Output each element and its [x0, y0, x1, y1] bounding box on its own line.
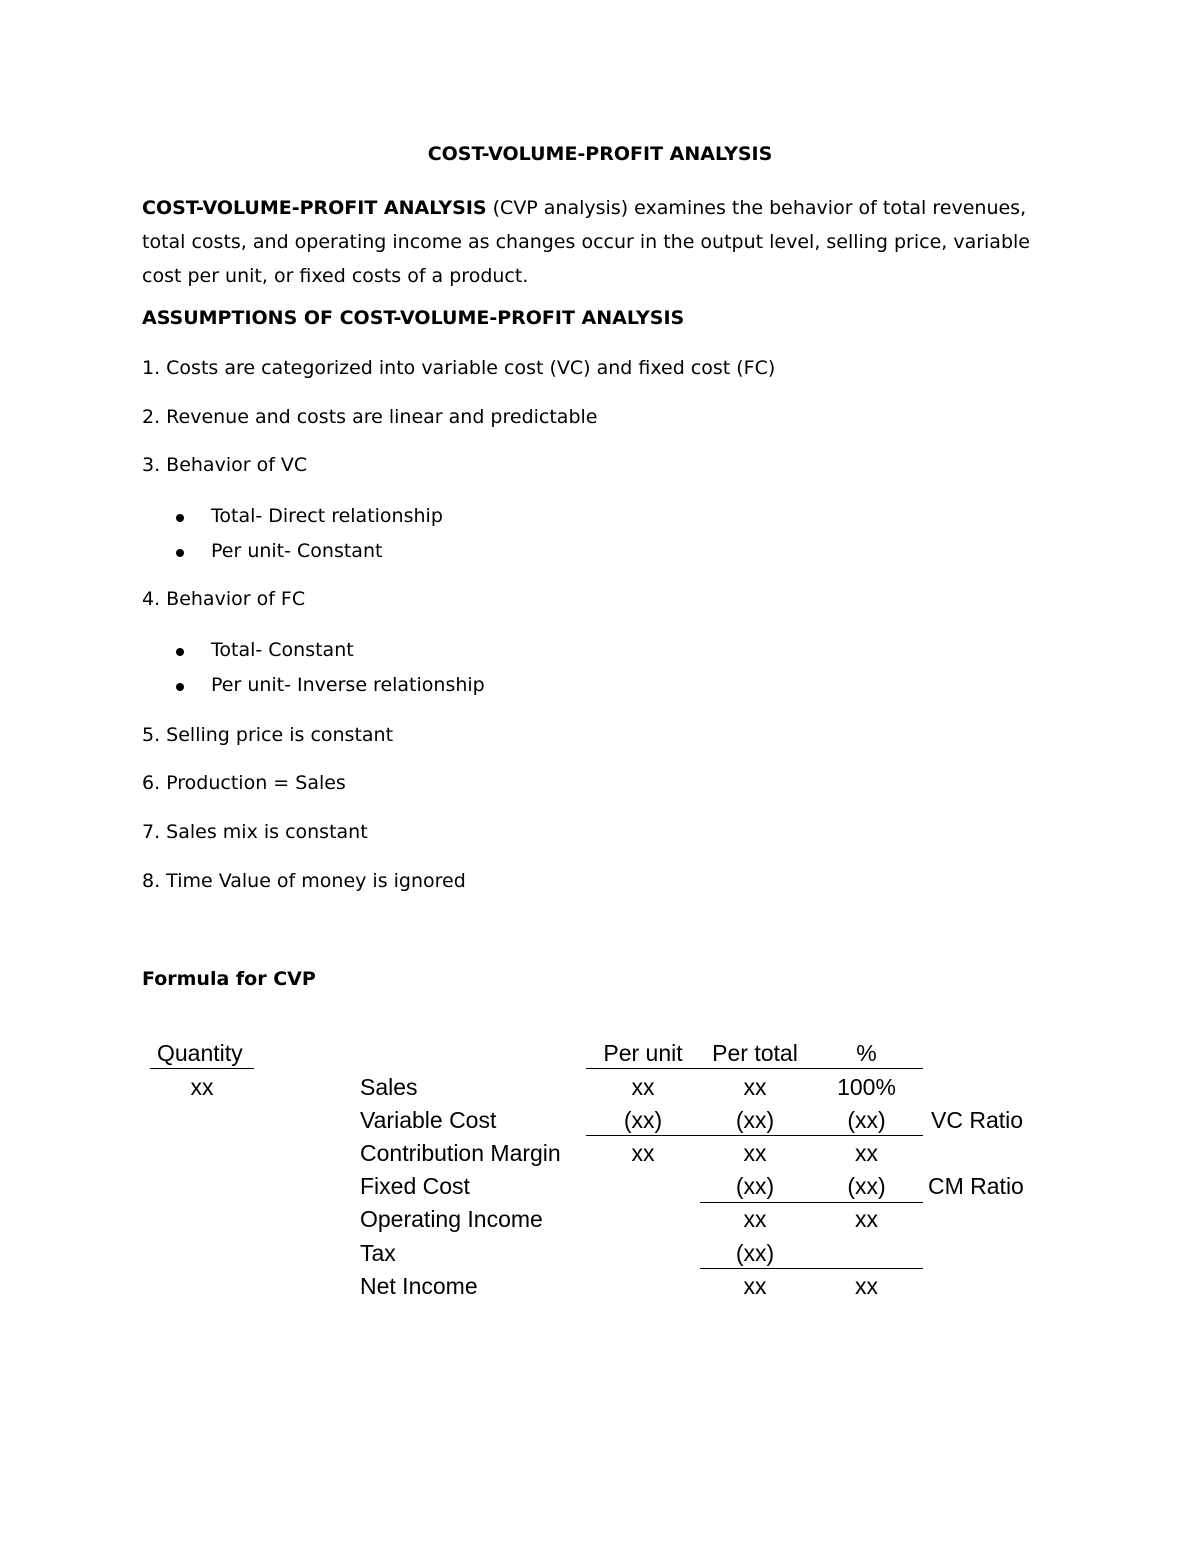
cm-ratio-note: CM Ratio [928, 1173, 1024, 1199]
cell-sales-total: xx [743, 1074, 767, 1100]
fc-bullet-total: Total- Constant [211, 639, 354, 661]
header-underline [586, 1068, 923, 1069]
cell-cm-pct: xx [855, 1140, 878, 1166]
cell-cm-unit: xx [631, 1140, 655, 1166]
bullet-icon [176, 648, 184, 656]
bullet-icon [176, 514, 184, 522]
cell-oi-total: xx [743, 1206, 767, 1232]
formula-heading: Formula for CVP [142, 968, 316, 990]
row-label-variable-cost: Variable Cost [360, 1107, 497, 1133]
fc-underline [700, 1202, 923, 1203]
vc-bullet-per-unit: Per unit- Constant [211, 540, 383, 562]
assumption-1: 1. Costs are categorized into variable cost (VC) and fixed cost (FC) [142, 357, 776, 379]
quantity-header: Quantity [157, 1040, 243, 1066]
cell-vc-total: (xx) [735, 1107, 775, 1133]
vc-underline [586, 1135, 923, 1136]
row-label-fixed-cost: Fixed Cost [360, 1173, 470, 1199]
assumption-6: 6. Production = Sales [142, 772, 346, 794]
assumption-8: 8. Time Value of money is ignored [142, 870, 466, 892]
bullet-icon [176, 683, 184, 691]
cell-fc-total: (xx) [735, 1173, 775, 1199]
row-label-operating-income: Operating Income [360, 1206, 543, 1232]
bullet-icon [176, 549, 184, 557]
header-per-unit: Per unit [603, 1040, 683, 1066]
cell-ni-total: xx [743, 1273, 767, 1299]
cell-tax-total: (xx) [735, 1240, 775, 1266]
quantity-underline [150, 1068, 254, 1069]
cell-oi-pct: xx [855, 1206, 878, 1232]
assumption-3: 3. Behavior of VC [142, 454, 308, 476]
vc-ratio-note: VC Ratio [931, 1107, 1024, 1133]
cell-vc-pct: (xx) [847, 1107, 886, 1133]
header-percent: % [856, 1040, 877, 1066]
cell-ni-pct: xx [855, 1273, 878, 1299]
cell-sales-unit: xx [631, 1074, 655, 1100]
row-label-sales: Sales [360, 1074, 418, 1100]
assumptions-heading: ASSUMPTIONS OF COST-VOLUME-PROFIT ANALYSIS [142, 307, 685, 329]
row-label-contribution-margin: Contribution Margin [360, 1140, 561, 1166]
intro-term: COST-VOLUME-PROFIT ANALYSIS [142, 197, 487, 219]
cell-cm-total: xx [743, 1140, 767, 1166]
assumption-4: 4. Behavior of FC [142, 588, 306, 610]
assumption-7: 7. Sales mix is constant [142, 821, 368, 843]
intro-paragraph [142, 191, 1072, 293]
vc-bullet-total: Total- Direct relationship [211, 505, 443, 527]
page-title: COST-VOLUME-PROFIT ANALYSIS [427, 143, 773, 165]
cell-fc-pct: (xx) [847, 1173, 886, 1199]
cell-vc-unit: (xx) [623, 1107, 663, 1133]
row-label-net-income: Net Income [360, 1273, 478, 1299]
assumption-2: 2. Revenue and costs are linear and predictable [142, 406, 598, 428]
tax-underline [700, 1268, 923, 1269]
row-label-tax: Tax [360, 1240, 396, 1266]
header-per-total: Per total [712, 1040, 798, 1066]
intro-text: (CVP analysis) examines the behavior of total revenues, total costs, and operating income as changes occur in the output level, selling price, variable cost per unit, or fixed costs of a product. [142, 197, 1030, 287]
assumption-5: 5. Selling price is constant [142, 724, 394, 746]
quantity-value: xx [190, 1074, 214, 1100]
fc-bullet-per-unit: Per unit- Inverse relationship [211, 674, 485, 696]
cell-sales-pct: 100% [837, 1074, 896, 1100]
